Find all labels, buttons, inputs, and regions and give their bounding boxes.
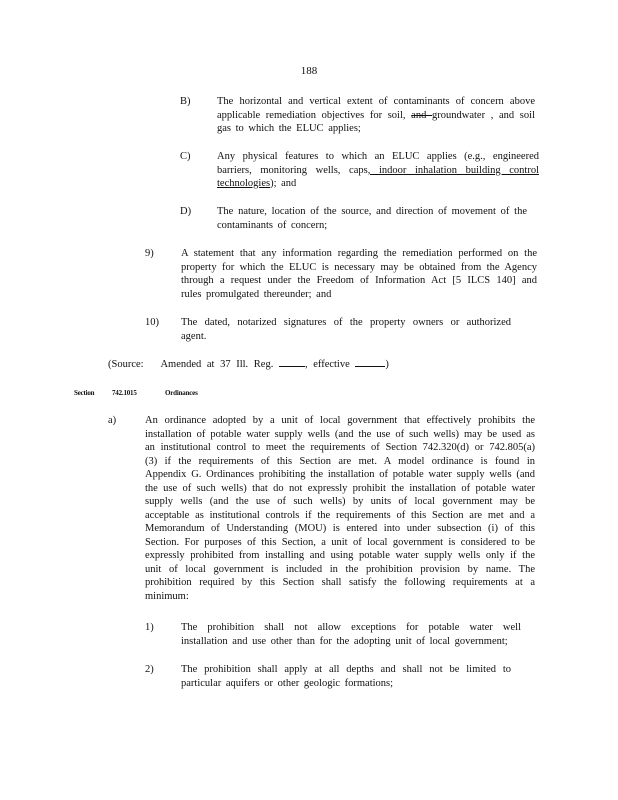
requirement-2-label: 2) bbox=[145, 664, 154, 675]
register-blank bbox=[279, 357, 305, 367]
item-c-label: C) bbox=[180, 151, 191, 162]
item-c-text bbox=[217, 150, 539, 191]
page-number: 188 bbox=[300, 65, 318, 77]
item-b-label: B) bbox=[180, 96, 191, 107]
item-b-text-c: and soil gas to which the ELUC applies; bbox=[217, 109, 535, 134]
item-b-text-a: The horizontal and vertical extent of contaminants of concern above applicable remediation objectives for soil, bbox=[217, 96, 535, 121]
requirement-1-label: 1) bbox=[145, 622, 154, 633]
item-b-text-b: groundwater , bbox=[432, 109, 494, 121]
source-effective: , effective bbox=[304, 359, 350, 370]
source-prefix: (Source: bbox=[108, 359, 144, 370]
section-title: Ordinances bbox=[165, 389, 198, 397]
section-label: Section bbox=[74, 389, 95, 397]
item-b-text bbox=[217, 95, 535, 136]
item-d-label: D) bbox=[180, 206, 192, 217]
effective-date-blank bbox=[355, 357, 385, 367]
item-c-text-a: Any physical features to which an ELUC applies (e.g., engineered barriers, monitoring wells, caps bbox=[217, 151, 539, 176]
item-10-text: The dated, notarized signatures of the property owners or authorized agent. bbox=[181, 317, 511, 342]
requirement-2-text: The prohibition shall apply at all depths and shall not be limited to particular aquifers or other geologic formations; bbox=[181, 664, 511, 689]
item-9-label: 9) bbox=[145, 248, 154, 259]
requirement-1-text: The prohibition shall not allow exceptions for potable water well installation and use other than for the adopting unit of local government; bbox=[181, 622, 521, 647]
subsection-a-label: a) bbox=[108, 415, 117, 426]
source-end: ) bbox=[385, 359, 389, 370]
item-c-underlined: , indoor inhalation building control technologies bbox=[217, 164, 539, 189]
section-number: 742.1015 bbox=[112, 389, 137, 397]
source-middle: Amended at 37 Ill. Reg. bbox=[160, 359, 274, 370]
item-c-text-b: ); and bbox=[270, 178, 297, 189]
item-b-strike: and bbox=[411, 109, 432, 121]
item-d-text: The nature, location of the source, and direction of movement of the contaminants of concern; bbox=[217, 206, 527, 231]
subsection-a-text: An ordinance adopted by a unit of local government that effectively prohibits the installation of potable water supply wells (and the use of such wells) may be used as an institutional control to meet the requirements of Section 742.320(d) or 742.805(a)(3) if the requirements of this Section are met. A model ordinance is found in Appendix G. Ordinances prohibiting the installation of potable water supply wells (and the use of such wells) that do not expressly prohibit the installation of potable water supply wells (and the use of such wells) by units of local government may be acceptable as institutional controls if the requirements of this Section are met and a Memorandum of Understanding (MOU) is entered into under subsection (i) of this Section. For purposes of this Section, a unit of local government is considered to be expressly prohibited from installing and using potable water supply wells only if the unit of local government is included in the prohibition provision by name. The prohibition required by this Section shall satisfy the following requirements at a minimum: bbox=[145, 415, 535, 602]
source-note bbox=[108, 357, 389, 371]
item-9-text: A statement that any information regarding the remediation performed on the property for which the ELUC is necessary may be obtained from the Agency through a request under the Freedom of Information Act [5 ILCS 140] and rules promulgated thereunder; and bbox=[181, 248, 537, 300]
item-10-label: 10) bbox=[145, 317, 159, 328]
